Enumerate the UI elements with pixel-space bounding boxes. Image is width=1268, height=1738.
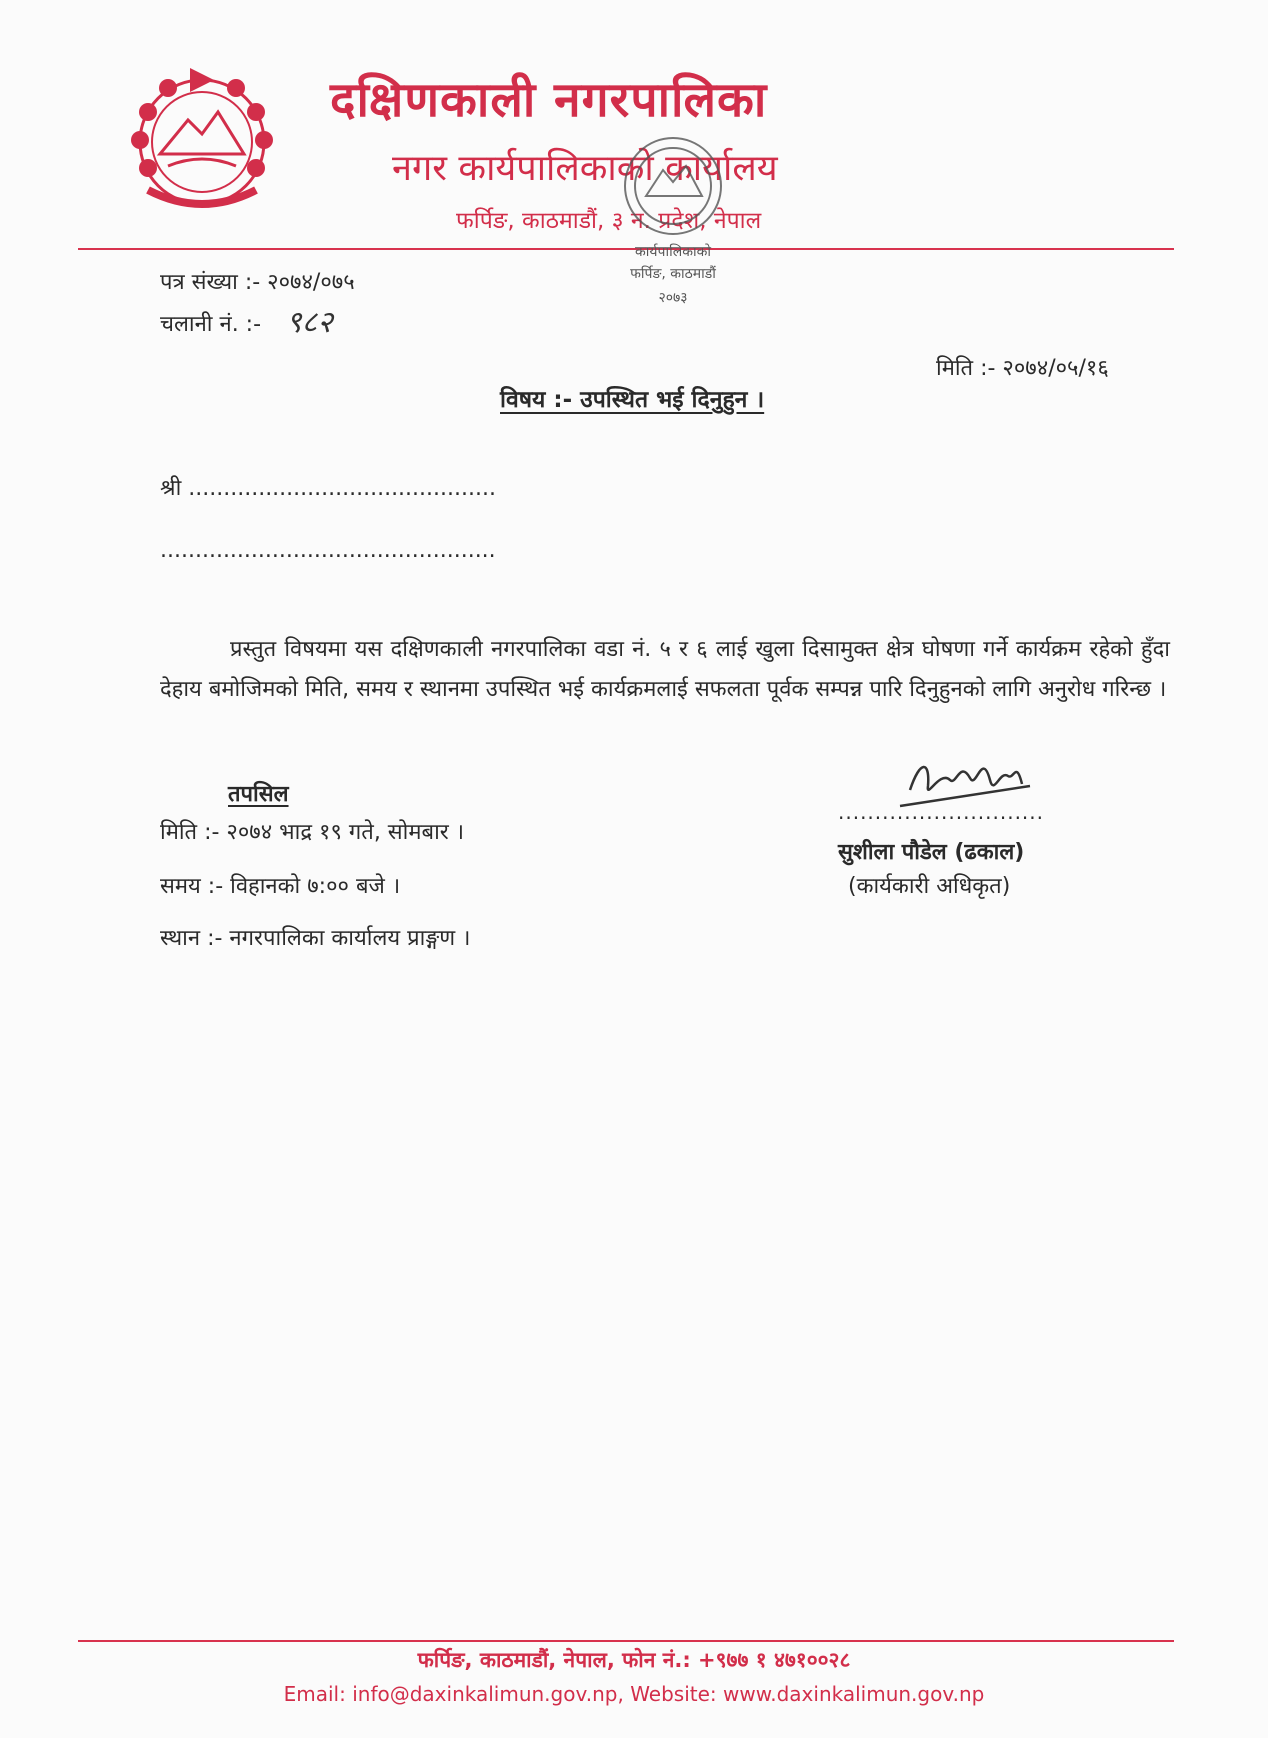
details-heading: तपसिल <box>228 782 289 807</box>
nepal-emblem-icon <box>118 62 286 222</box>
office-address: फर्पिङ, काठमाडौं, ३ न. प्रदेश, नेपाल <box>456 208 762 234</box>
footer-address: फर्पिङ, काठमाडौं, नेपाल, फोन नं.: +९७७ १ ४७१००२८ <box>417 1648 851 1672</box>
office-subtitle: नगर कार्यपालिकाको कार्यालय <box>392 148 778 189</box>
event-date: मिति :- २०७४ भाद्र १९ गते, सोमबार । <box>160 820 465 845</box>
signatory-title: (कार्यकारी अधिकृत) <box>848 874 1011 899</box>
letter-number: पत्र संख्या :- २०७४/०७५ <box>160 270 355 295</box>
event-time: समय :- विहानको ७:०० बजे । <box>160 874 401 899</box>
signature-line: ............................ <box>838 800 1045 824</box>
recipient-line-1: श्री ............................................ <box>160 476 496 501</box>
event-place: स्थान :- नगरपालिका कार्यालय प्राङ्गण । <box>160 926 471 951</box>
letter-body: प्रस्तुत विषयमा यस दक्षिणकाली नगरपालिका वडा नं. ५ र ६ लाई खुला दिसामुक्त क्षेत्र घोषणा गर्ने कार्यक्रम रहेको हुँदा देहाय बमोजिमको मिति, समय र स्थानमा उपस्थित भई कार्यक्रमलाई सफलता पूर्वक सम्पन्न पारि दिनुहुनको लागि अनुरोध गरिन्छ । <box>160 637 1170 702</box>
footer-contact: Email: info@daxinkalimun.gov.np, Website: www.daxinkalimun.gov.np <box>283 1682 985 1706</box>
letter-date: मिति :- २०७४/०५/१६ <box>936 356 1109 381</box>
recipient-line-2: ................................................ <box>160 538 496 563</box>
dispatch-number: ९८२ <box>286 305 333 340</box>
signatory-name: सुशीला पौडेल (ढकाल) <box>838 840 1025 865</box>
dispatch-label: चलानी नं. :- <box>160 312 262 337</box>
office-stamp-icon <box>588 126 758 326</box>
letter-subject: विषय :- उपस्थित भई दिनुहुन । <box>500 387 765 413</box>
stamp-line-1: कार्यपालिकाको <box>635 244 711 260</box>
municipality-title: दक्षिणकाली नगरपालिका <box>330 72 768 128</box>
stamp-line-2: फर्पिङ, काठमाडौं <box>630 266 716 282</box>
stamp-line-3: २०७३ <box>658 290 688 306</box>
footer-divider <box>78 1640 1174 1642</box>
